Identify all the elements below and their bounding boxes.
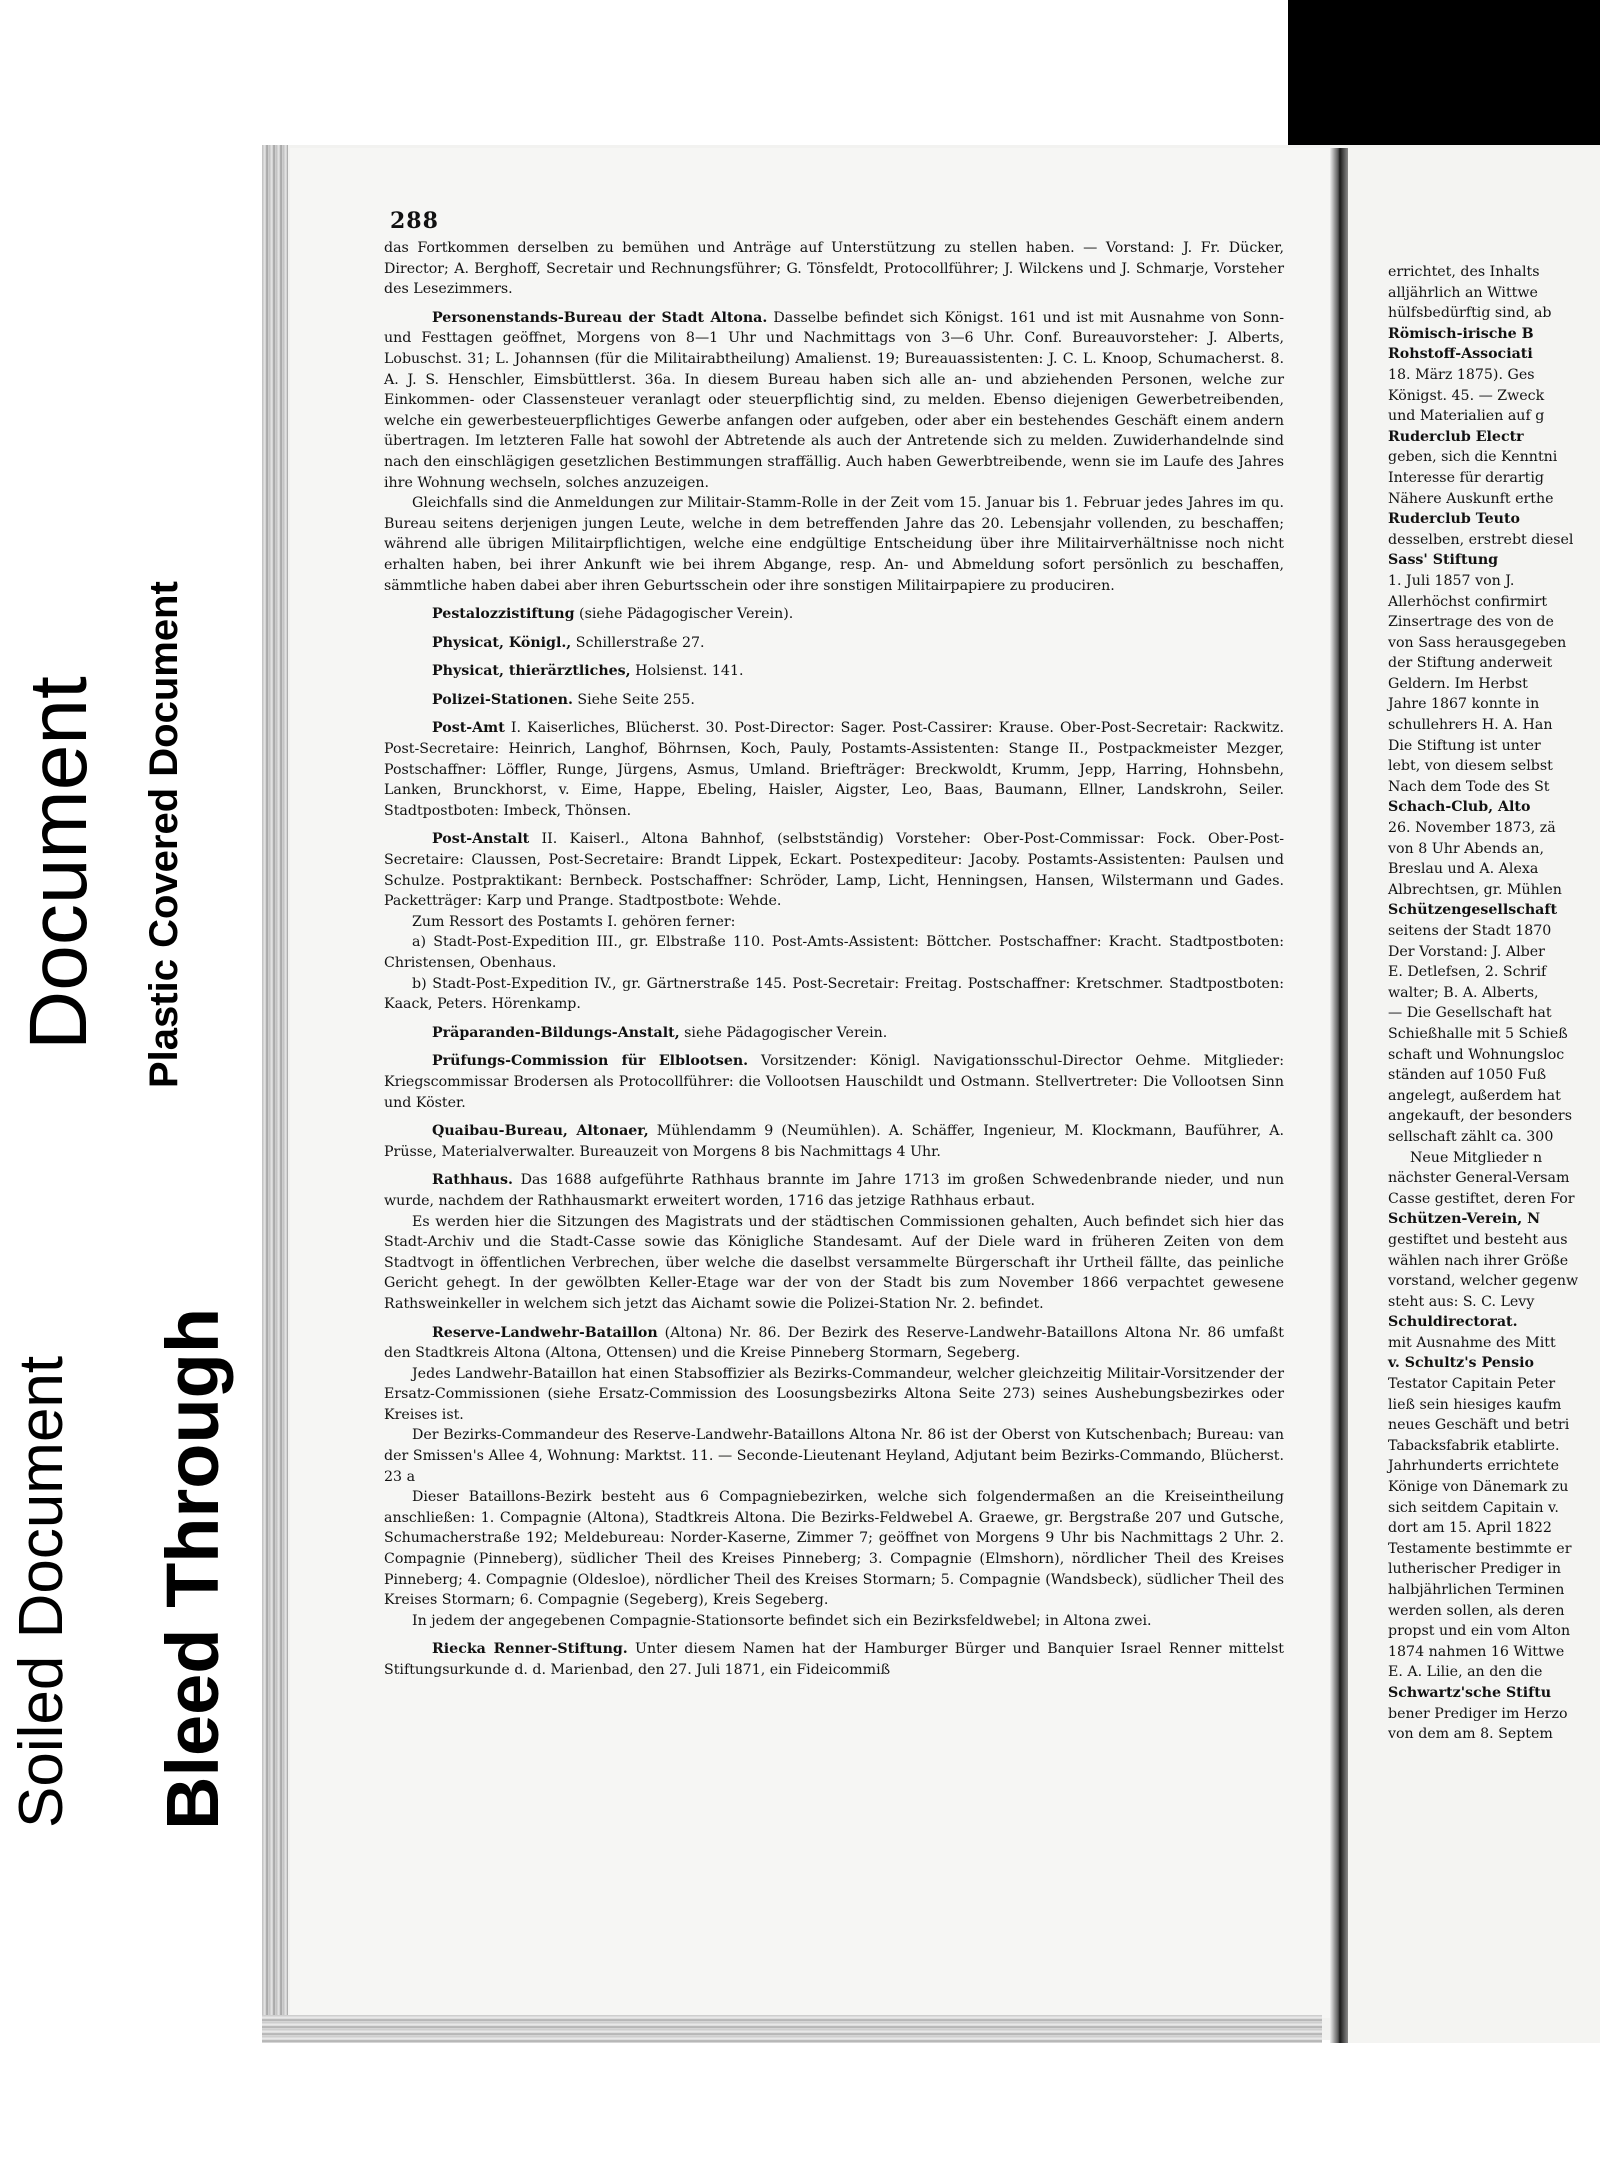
right-text-line: Casse gestiftet, deren For bbox=[1388, 1190, 1575, 1207]
right-text-line: Testamente bestimmte er bbox=[1388, 1540, 1572, 1557]
right-text-line: bener Prediger im Herzo bbox=[1388, 1705, 1568, 1722]
paragraph-text: Gleichfalls sind die Anmeldungen zur Militair-Stamm-Rolle in der Zeit vom 15. Januar bis 1. Februar jedes Jahres im qu. Bureau seitens derjenigen jungen Leute, welche in dem betreffenden Jahre das 20. Lebensjahr vollenden, zu beschaffen; während alle übrigen Militairpflichtigen, welche eine endgültige Entscheidung über ihre Militairverhältnisse noch nicht erhalten haben, bei ihrer Ankunft wie bei ihrem Abgange, resp. An- und Abmeldung sofort persönlich zu beschaffen, sämmtliche haben dabei aber ihren Geburtsschein oder ihre sonstigen Militairpapiere zu produciren. bbox=[384, 495, 1284, 594]
entry-heading: Post-Amt bbox=[432, 720, 505, 737]
right-text-line: Nach dem Tode des St bbox=[1388, 778, 1550, 795]
paragraph-text: Dieser Bataillons-Bezirk besteht aus 6 Compagniebezirken, welche sich folgendermaßen an die Kreiseintheilung anschließen: 1. Compagnie (Altona), Stadtkreis Altona. Die Bezirks-Feldwebel A. Graewe, gr. Bergstraße 207 und Gutsche, Schumacherstraße 192; Meldebureau: Norder-Kaserne, Zimmer 7; geöffnet von Morgens 9 Uhr bis Nachmittags 2 Uhr. 2. Compagnie (Pinneberg), südlicher Theil des Kreises Pinneberg; 3. Compagnie (Elmshorn), nördlicher Theil des Kreises Pinneberg; 4. Compagnie (Oldesloe), nördlicher Theil des Kreises Stormarn; 5. Compagnie (Wandsbeck), südlicher Theil des Kreises Stormarn; 6. Compagnie (Segeberg), Kreis Segeberg. bbox=[384, 1489, 1284, 1609]
right-text-line: errichtet, des Inhalts bbox=[1388, 264, 1540, 280]
entry-paragraph bbox=[384, 1639, 1284, 1680]
right-text-line: Königst. 45. — Zweck bbox=[1388, 387, 1545, 404]
document-label: Document bbox=[13, 676, 104, 1050]
paragraph-text: (siehe Pädagogischer Verein). bbox=[574, 606, 794, 623]
right-text-line: schaft und Wohnungsloc bbox=[1388, 1046, 1565, 1063]
right-line-list bbox=[1388, 262, 1600, 1745]
right-text-line: walter; B. A. Alberts, bbox=[1388, 984, 1539, 1001]
right-text-line: Nähere Auskunft erthe bbox=[1388, 490, 1554, 507]
right-text-line: und Materialien auf g bbox=[1388, 408, 1545, 425]
book-gutter bbox=[1330, 148, 1348, 2043]
paragraph-text: (Altona) Nr. 86. Der Bezirk des Reserve-Landwehr-Bataillons Altona Nr. 86 umfaßt den Stadtkreis Altona (Altona, Ottensen) und die Kreise Pinneberg Stormarn, Segeberg. bbox=[384, 1324, 1284, 1362]
right-text-line: E. Detlefsen, 2. Schrif bbox=[1388, 964, 1547, 981]
paragraph-text: Der Bezirks-Commandeur des Reserve-Landwehr-Bataillons Altona Nr. 86 ist der Oberst von Kutschenbach; Bureau: van der Smissen's Allee 4, Wohnung: Marktst. 11. — Seconde-Lieutenant Heyland, Adjutant beim Bezirks-Commando, Blücherst. 23 a bbox=[384, 1427, 1284, 1485]
soiled-document-label: Soiled Document bbox=[7, 1355, 76, 1828]
entry-heading: Riecka Renner-Stiftung. bbox=[432, 1641, 628, 1658]
right-text-line: 1. Juli 1857 von J. bbox=[1388, 572, 1515, 589]
paragraph bbox=[384, 974, 1284, 1015]
paragraph-text: Schillerstraße 27. bbox=[571, 634, 705, 651]
paragraph-text: Es werden hier die Sitzungen des Magistrats und der städtischen Commissionen gehalten, Auch befindet sich hier das Stadt-Archiv und die Stadt-Casse sowie das Königliche Standesamt. Auf der Diele ward in früheren Zeiten von dem Stadtvogt in öffentlichen Verbrechen, über welche die daselbst versammelte Bürgerschaft ihr Urtheil fällte, das peinliche Gericht gehegt. In der gewölbten Keller-Etage war der von der Stadt bis zum November 1866 verpachtet gewesene Rathsweinkeller in welchem sich jetzt das Aichamt sowie die Polizei-Station Nr. 2. befindet. bbox=[384, 1213, 1284, 1312]
right-text-line: desselben, erstrebt diesel bbox=[1388, 531, 1574, 548]
paragraph-text: Unter diesem Namen hat der Hamburger Bürger und Banquier Israel Renner mittelst Stiftungsurkunde d. d. Marienbad, den 27. Juli 1871, ein Fideicommiß bbox=[384, 1641, 1284, 1678]
right-text-line: Der Vorstand: J. Alber bbox=[1388, 943, 1545, 960]
right-entry-heading: Sass' Stiftung bbox=[1388, 552, 1499, 569]
entry-paragraph bbox=[384, 633, 1284, 654]
right-text-line: E. A. Lilie, an den die bbox=[1388, 1664, 1543, 1681]
entry-heading: Quaibau-Bureau, Altonaer, bbox=[432, 1123, 649, 1140]
right-text-line: Jahrhunderts errichtete bbox=[1388, 1458, 1560, 1475]
paragraph-text: das Fortkommen derselben zu bemühen und Anträge auf Unterstützung zu stellen haben. — Vorstand: J. Fr. Dücker, Director; A. Berghoff, Secretair und Rechnungsführer; G. Tönsfeldt, Protocollführer; J. Wilckens und J. Schmarje, Vorsteher des Lesezimmers. bbox=[384, 240, 1284, 298]
right-text-line: angelegt, außerdem hat bbox=[1388, 1087, 1561, 1104]
right-text-line: Albrechtsen, gr. Mühlen bbox=[1388, 881, 1562, 898]
book-bottom-edges bbox=[262, 2015, 1322, 2043]
right-text-line: Könige von Dänemark zu bbox=[1388, 1479, 1569, 1496]
paragraph bbox=[384, 238, 1284, 300]
paragraph-text: a) Stadt-Post-Expedition III., gr. Elbstraße 110. Post-Amts-Assistent: Böttcher. Postschaffner: Kracht. Stadtpostboten: Christensen, Obenhaus. bbox=[384, 934, 1284, 971]
right-text-line: propst und ein vom Alton bbox=[1388, 1623, 1571, 1640]
right-entry-heading: Römisch-irische B bbox=[1388, 325, 1534, 342]
paragraph-text: I. Kaiserliches, Blücherst. 30. Post-Director: Sager. Post-Cassirer: Krause. Ober-Post-Secretair: Rackwitz. Post-Secretaire: Heinrich, Langhof, Böhrnsen, Koch, Pauly, Postamts-Assistenten: Stange II., Postpackmeister Mezger, Postschaffner: Löffler, Runge, Jürgens, Asmus, Umland. Briefträger: Breckwoldt, Krumm, Jepp, Harring, Hohnsbehn, Lanken, Brunckhorst, v. Eime, Happe, Ebeling, Haisler, Aigster, Leo, Baas, Baumann, Ellner, Landskrohn, Seiler. Stadtpostboten: Imbeck, Thönsen. bbox=[384, 720, 1284, 819]
paragraph bbox=[384, 1212, 1284, 1315]
right-page-text bbox=[1388, 262, 1600, 1745]
paragraph-text: In jedem der angegebenen Compagnie-Stationsorte befindet sich ein Bezirksfeldwebel; in Altona zwei. bbox=[412, 1612, 1152, 1629]
entry-heading: Reserve-Landwehr-Bataillon bbox=[432, 1324, 658, 1341]
entry-paragraph bbox=[384, 1121, 1284, 1162]
right-text-line: nächster General-Versam bbox=[1388, 1170, 1570, 1187]
entry-paragraph bbox=[384, 690, 1284, 711]
right-text-line: vorstand, welcher gegenw bbox=[1388, 1273, 1579, 1290]
right-text-line: schullehrers H. A. Han bbox=[1388, 717, 1553, 734]
entry-paragraph bbox=[384, 661, 1284, 682]
entry-heading: Physicat, thierärztliches, bbox=[432, 663, 631, 680]
right-text-line: Schießhalle mit 5 Schieß bbox=[1388, 1025, 1568, 1042]
right-text-line: von Sass herausgegeben bbox=[1388, 634, 1567, 651]
right-entry-heading: Ruderclub Electr bbox=[1388, 428, 1524, 445]
entry-heading: Pestalozzistiftung bbox=[432, 606, 575, 623]
right-text-line: 1874 nahmen 16 Wittwe bbox=[1388, 1643, 1565, 1660]
page-number: 288 bbox=[390, 208, 439, 234]
right-text-line: Testator Capitain Peter bbox=[1388, 1376, 1556, 1393]
entry-paragraph bbox=[384, 308, 1284, 493]
right-text-line: steht aus: S. C. Levy bbox=[1388, 1293, 1535, 1310]
book-page-edges bbox=[262, 145, 288, 2040]
right-text-line: von dem am 8. Septem bbox=[1388, 1726, 1553, 1743]
right-text-line: Zinsertrage des von de bbox=[1388, 614, 1554, 631]
right-text-line: wählen nach ihrer Größe bbox=[1388, 1252, 1569, 1269]
paragraph bbox=[384, 1364, 1284, 1426]
right-text-line: Allerhöchst confirmirt bbox=[1388, 593, 1548, 610]
paragraph bbox=[384, 1425, 1284, 1487]
right-entry-heading: Schuldirectorat. bbox=[1388, 1314, 1518, 1331]
right-text-line: lebt, von diesem selbst bbox=[1388, 758, 1553, 775]
left-page-text bbox=[384, 208, 1284, 1681]
right-text-line: halbjährlichen Terminen bbox=[1388, 1582, 1565, 1598]
plastic-covered-label: Plastic Covered Document bbox=[142, 581, 186, 1088]
right-text-line: angekauft, der besonders bbox=[1388, 1108, 1572, 1125]
scanner-black-notch bbox=[1288, 0, 1328, 165]
entry-paragraph bbox=[384, 604, 1284, 625]
paragraph-text: Dasselbe befindet sich Königst. 161 und ist mit Ausnahme von Sonn- und Festtagen geöffnet, Morgens von 8—1 Uhr und Nachmittags von 3—6 Uhr. Conf. Bureauvorsteher: J. Alberts, Lobuschst. 31; L. Johannsen (für die Militairabtheilung) Amalienst. 19; Bureauassistenten: J. C. L. Knoop, Schumacherst. 8. A. J. S. Henschler, Eimsbüttlerst. 36a. In diesem Bureau haben sich alle an- und abziehenden Personen, welche zur Einkommen- oder Classensteuer veranlagt oder steuerpflichtig sind, zu melden. Ebenso diejenigen Gewerbetreibenden, welche ein gewerbesteuerpflichtiges Gewerbe anfangen oder aufgeben, oder aber ein bestehendes Geschäft einem andern übertragen. Im letzteren Falle hat sowohl der Abtretende als auch der Antretende sich zu melden. Zuwiderhandelnde sind nach den einschlägigen gesetzlichen Bestimmungen straffällig. Auch haben Gewerbtreibende, wenn sie im Laufe des Jahres ihre Wohnung wechseln, solches anzuzeigen. bbox=[384, 309, 1284, 491]
paragraph-text: Mühlendamm 9 (Neumühlen). A. Schäffer, Ingenieur, M. Klockmann, Bauführer, A. Prüsse, Materialverwalter. Bureauzeit von Morgens 8 bis Nachmittags 4 Uhr. bbox=[384, 1123, 1284, 1160]
right-entry-heading: Ruderclub Teuto bbox=[1388, 511, 1521, 528]
entry-heading: Post-Anstalt bbox=[432, 831, 530, 848]
label-zone bbox=[0, 0, 268, 2177]
entry-heading: Polizei-Stationen. bbox=[432, 691, 573, 708]
right-entry-heading: Schützen-Verein, N bbox=[1388, 1211, 1541, 1228]
paragraph bbox=[384, 493, 1284, 596]
entry-heading: Physicat, Königl., bbox=[432, 634, 572, 651]
right-text-line: lutherischer Prediger in bbox=[1388, 1561, 1562, 1578]
right-text-line: Die Stiftung ist unter bbox=[1388, 737, 1541, 754]
paragraph-list bbox=[384, 238, 1284, 1681]
paragraph-text: siehe Pädagogischer Verein. bbox=[679, 1024, 888, 1041]
entry-paragraph bbox=[384, 1023, 1284, 1044]
right-entry-heading: Schützengesellschaft bbox=[1388, 902, 1557, 919]
entry-heading: Personenstands-Bureau der Stadt Altona. bbox=[432, 309, 768, 326]
right-entry-heading: Schach-Club, Alto bbox=[1388, 799, 1531, 816]
right-text-line: Neue Mitglieder n bbox=[1410, 1149, 1543, 1166]
entry-paragraph bbox=[384, 1051, 1284, 1113]
right-text-line: sellschaft zählt ca. 300 bbox=[1388, 1128, 1554, 1145]
paragraph-text: II. Kaiserl., Altona Bahnhof, (selbstständig) Vorsteher: Ober-Post-Commissar: Fock. Ober-Post-Secretaire: Claussen, Post-Secretaire: Brandt Lippek, Eckart. Postexpediteur: Jacoby. Postamts-Assistenten: Paulsen und Schulze. Postpraktikant: Bernbeck. Postschaffner: Schröder, Lamp, Licht, Henningsen, Hansen, Wilstermann und Gades. Packetträger: Karp und Prange. Stadtpostbote: Wehde. bbox=[384, 831, 1284, 910]
right-text-line: der Stiftung anderweit bbox=[1388, 655, 1553, 672]
right-text-line: Jahre 1867 konnte in bbox=[1388, 696, 1540, 713]
paragraph-text: Jedes Landwehr-Bataillon hat einen Stabsoffizier als Bezirks-Commandeur, welcher gleichzeitig Militair-Vorsitzender der Ersatz-Commissionen (siehe Ersatz-Commission des Loosungsbezirks Altona Seite 273) seines Aushebungsbezirkes oder Kreises ist. bbox=[384, 1365, 1284, 1423]
right-text-line: ständen auf 1050 Fuß bbox=[1388, 1067, 1547, 1084]
entry-heading: Rathhaus. bbox=[432, 1172, 513, 1189]
right-text-line: 18. März 1875). Ges bbox=[1388, 366, 1535, 383]
right-text-line: neues Geschäft und betri bbox=[1388, 1417, 1570, 1434]
right-text-line: geben, sich die Kenntni bbox=[1388, 449, 1558, 466]
right-text-line: alljährlich an Wittwe bbox=[1388, 284, 1538, 301]
paragraph bbox=[384, 1611, 1284, 1632]
right-entry-heading: Schwartz'sche Stiftu bbox=[1388, 1684, 1552, 1701]
right-text-line: ließ sein hiesiges kaufm bbox=[1388, 1396, 1562, 1413]
entry-paragraph bbox=[384, 1323, 1284, 1364]
right-text-line: von 8 Uhr Abends an, bbox=[1388, 840, 1544, 857]
right-text-line: — Die Gesellschaft hat bbox=[1388, 1005, 1552, 1022]
right-text-line: sich seitdem Capitain v. bbox=[1388, 1499, 1559, 1516]
entry-paragraph bbox=[384, 1170, 1284, 1211]
right-text-line: Tabacksfabrik etablirte. bbox=[1388, 1437, 1560, 1454]
paragraph-text: Das 1688 aufgeführte Rathhaus brannte im Jahre 1713 im großen Schwedenbrande nieder, und nun wurde, nachdem der Rathhausmarkt erweitert worden, 1716 das jetzige Rathhaus erbaut. bbox=[384, 1172, 1284, 1209]
paragraph bbox=[384, 932, 1284, 973]
bleed-through-label: Bleed Through bbox=[151, 1307, 234, 1830]
right-text-line: seitens der Stadt 1870 bbox=[1388, 923, 1552, 939]
right-text-line: Geldern. Im Herbst bbox=[1388, 675, 1528, 692]
paragraph bbox=[384, 912, 1284, 933]
paragraph bbox=[384, 1487, 1284, 1611]
paragraph-text: Vorsitzender: Königl. Navigationsschul-Director Oehme. Mitglieder: Kriegscommissar Brodersen als Protocollführer: die Vollootsen Hauschildt und Ostmann. Stellvertreter: Die Vollootsen Sinn und Köster. bbox=[384, 1053, 1284, 1111]
paragraph-text: Siehe Seite 255. bbox=[572, 691, 695, 708]
entry-paragraph bbox=[384, 718, 1284, 821]
entry-heading: Prüfungs-Commission für Elblootsen. bbox=[432, 1053, 749, 1070]
right-text-line: Interesse für derartig bbox=[1388, 469, 1544, 486]
entry-paragraph bbox=[384, 829, 1284, 911]
right-text-line: werden sollen, als deren bbox=[1388, 1602, 1565, 1619]
right-text-line: dort am 15. April 1822 bbox=[1388, 1520, 1552, 1537]
right-text-line: mit Ausnahme des Mitt bbox=[1388, 1334, 1556, 1351]
right-text-line: gestiftet und besteht aus bbox=[1388, 1231, 1568, 1248]
entry-heading: Präparanden-Bildungs-Anstalt, bbox=[432, 1024, 680, 1041]
paragraph-text: Zum Ressort des Postamts I. gehören ferner: bbox=[412, 913, 736, 930]
paragraph-text: Holsienst. 141. bbox=[630, 663, 744, 680]
right-text-line: 26. November 1873, zä bbox=[1388, 820, 1556, 837]
right-text-line: hülfsbedürftig sind, ab bbox=[1388, 305, 1552, 322]
right-text-line: Breslau und A. Alexa bbox=[1388, 861, 1539, 878]
right-entry-heading: Rohstoff-Associati bbox=[1388, 346, 1533, 363]
scanner-black-strip bbox=[1288, 0, 1600, 155]
paragraph-text: b) Stadt-Post-Expedition IV., gr. Gärtnerstraße 145. Post-Secretair: Freitag. Postschaffner: Kretschmer. Stadtpostboten: Kaack, Peters. Hörenkamp. bbox=[384, 975, 1284, 1013]
right-entry-heading: v. Schultz's Pensio bbox=[1388, 1355, 1534, 1372]
